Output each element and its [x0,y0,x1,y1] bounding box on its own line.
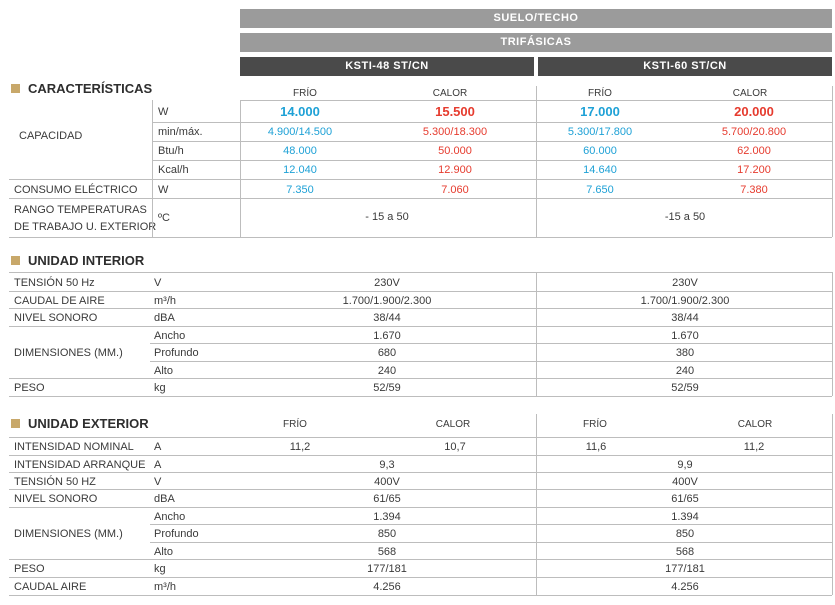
ext-m2-profundo: 850 [675,528,695,540]
capacidad-kcal-calor-1: 12.900 [438,164,472,176]
ext-m2-alto: 568 [675,546,695,558]
ext-m1-tension: 400V [374,476,400,488]
capacidad-kcal-frio-1: 12.040 [283,164,317,176]
section-title-unidad-exterior [11,416,149,431]
capacidad-w-frio-2: 17.000 [580,104,620,119]
unit-w: W [158,106,169,118]
interior-m2-caudal: 1.700/1.900/2.300 [640,295,730,307]
ext-frio-label: FRÍO [583,419,607,430]
capacidad-btu-calor-2: 62.000 [737,145,771,157]
ext-label-int-arranque: INTENSIDAD ARRANQUE [14,459,146,471]
ext-unit-m3h: m³/h [154,581,176,593]
section-title-text: UNIDAD EXTERIOR [28,416,149,431]
calor-label: CALOR [732,88,768,99]
section-title-unidad-interior [11,253,144,268]
frio-label: FRÍO [293,88,317,99]
ext-unit-v: V [154,476,162,488]
section-title-caracteristicas [11,81,152,96]
ext-unit-kg: kg [154,563,166,575]
ext-m2-peso: 177/181 [665,563,705,575]
header-model-2: KSTI-60 ST/CN [538,57,832,76]
interior-unit-kg: kg [154,382,166,394]
interior-label-peso: PESO [14,382,45,394]
consumo-unit: W [158,184,169,196]
ext-m2-ancho: 1.394 [671,511,699,523]
interior-unit-ancho: Ancho [154,330,186,342]
ext-int-nominal-calor-2: 11,2 [743,441,765,453]
capacidad-minmax-frio-1: 4.900/14.500 [267,126,333,138]
rango-value-1: - 15 a 50 [365,211,409,223]
capacidad-w-frio-1: 14.000 [280,104,320,119]
interior-m2-nivel: 38/44 [671,312,699,324]
interior-m2-peso: 52/59 [671,382,699,394]
ext-label-caudal: CAUDAL AIRE [14,581,87,593]
calor-label: CALOR [432,88,468,99]
interior-m2-profundo: 380 [675,347,695,359]
interior-m1-nivel: 38/44 [373,312,401,324]
ext-unit-ancho: Ancho [154,511,186,523]
interior-label-nivel: NIVEL SONORO [14,312,98,324]
capacidad-minmax-frio-2: 5.300/17.800 [567,126,633,138]
interior-m1-tension: 230V [374,277,400,289]
ext-label-int-nominal: INTENSIDAD NOMINAL [14,441,134,453]
ext-m2-caudal: 4.256 [671,581,699,593]
unit-min-max: min/máx. [158,126,203,138]
unit-btu: Btu/h [158,145,184,157]
capacidad-label: CAPACIDAD [19,130,83,142]
interior-label-tension: TENSIÓN 50 Hz [14,277,95,289]
interior-unit-profundo: Profundo [154,347,199,359]
section-square-icon [11,84,20,93]
consumo-frio-2: 7.650 [586,184,614,196]
ext-int-nominal-frio-1: 11,2 [289,441,311,453]
ext-unit-a: A [154,459,162,471]
consumo-label: CONSUMO ELÉCTRICO [14,184,138,196]
ext-unit-dba: dBA [154,493,175,505]
consumo-calor-2: 7.380 [740,184,768,196]
capacidad-w-calor-1: 15.500 [435,104,475,119]
capacidad-minmax-calor-2: 5.700/20.800 [721,126,787,138]
capacidad-btu-frio-2: 60.000 [583,145,617,157]
header-model-1: KSTI-48 ST/CN [240,57,534,76]
interior-m1-profundo: 680 [377,347,397,359]
interior-m1-alto: 240 [377,365,397,377]
ext-frio-label: FRÍO [283,419,307,430]
ext-m1-ancho: 1.394 [373,511,401,523]
ext-m1-profundo: 850 [377,528,397,540]
ext-label-nivel: NIVEL SONORO [14,493,98,505]
ext-unit-profundo: Profundo [154,528,199,540]
interior-unit-v: V [154,277,162,289]
interior-unit-m3h: m³/h [154,295,176,307]
rango-value-2: -15 a 50 [664,211,706,223]
capacidad-btu-frio-1: 48.000 [283,145,317,157]
ext-m2-nivel: 61/65 [671,493,699,505]
ext-int-nominal-calor-1: 10,7 [444,441,466,453]
capacidad-w-calor-2: 20.000 [734,104,774,119]
section-square-icon [11,256,20,265]
capacidad-kcal-calor-2: 17.200 [737,164,771,176]
capacidad-btu-calor-1: 50.000 [438,145,472,157]
ext-m1-peso: 177/181 [367,563,407,575]
consumo-frio-1: 7.350 [286,184,314,196]
frio-label: FRÍO [588,88,612,99]
ext-unit-alto: Alto [154,546,173,558]
ext-label-tension: TENSIÓN 50 HZ [14,476,96,488]
section-title-text: CARACTERÍSTICAS [28,81,153,96]
header-suelo-techo: SUELO/TECHO [240,9,832,28]
ext-m1-arranque: 9,3 [379,459,395,471]
ext-calor-label: CALOR [737,419,773,430]
ext-int-nominal-frio-2: 11,6 [585,441,607,453]
capacidad-kcal-frio-2: 14.640 [583,164,617,176]
header-trifasicas: TRIFÁSICAS [240,33,832,52]
interior-m2-tension: 230V [672,277,698,289]
rango-label-2: DE TRABAJO U. EXTERIOR [14,221,157,233]
rango-label-1: RANGO TEMPERATURAS [14,204,147,216]
section-title-text: UNIDAD INTERIOR [28,253,145,268]
ext-m1-caudal: 4.256 [373,581,401,593]
ext-m2-tension: 400V [672,476,698,488]
interior-m1-peso: 52/59 [373,382,401,394]
consumo-calor-1: 7.060 [441,184,469,196]
ext-m1-nivel: 61/65 [373,493,401,505]
interior-unit-alto: Alto [154,365,173,377]
ext-calor-label: CALOR [435,419,471,430]
interior-m1-ancho: 1.670 [373,330,401,342]
interior-m2-ancho: 1.670 [671,330,699,342]
ext-unit-a: A [154,441,162,453]
unit-kcal: Kcal/h [158,164,189,176]
interior-m1-caudal: 1.700/1.900/2.300 [342,295,432,307]
interior-label-caudal: CAUDAL DE AIRE [14,295,105,307]
interior-label-dimensiones: DIMENSIONES (MM.) [14,347,123,359]
ext-label-dimensiones: DIMENSIONES (MM.) [14,528,123,540]
ext-m2-arranque: 9,9 [677,459,693,471]
rango-unit: ºC [158,212,170,224]
ext-label-peso: PESO [14,563,45,575]
interior-unit-dba: dBA [154,312,175,324]
section-square-icon [11,419,20,428]
ext-m1-alto: 568 [377,546,397,558]
capacidad-minmax-calor-1: 5.300/18.300 [422,126,488,138]
interior-m2-alto: 240 [675,365,695,377]
